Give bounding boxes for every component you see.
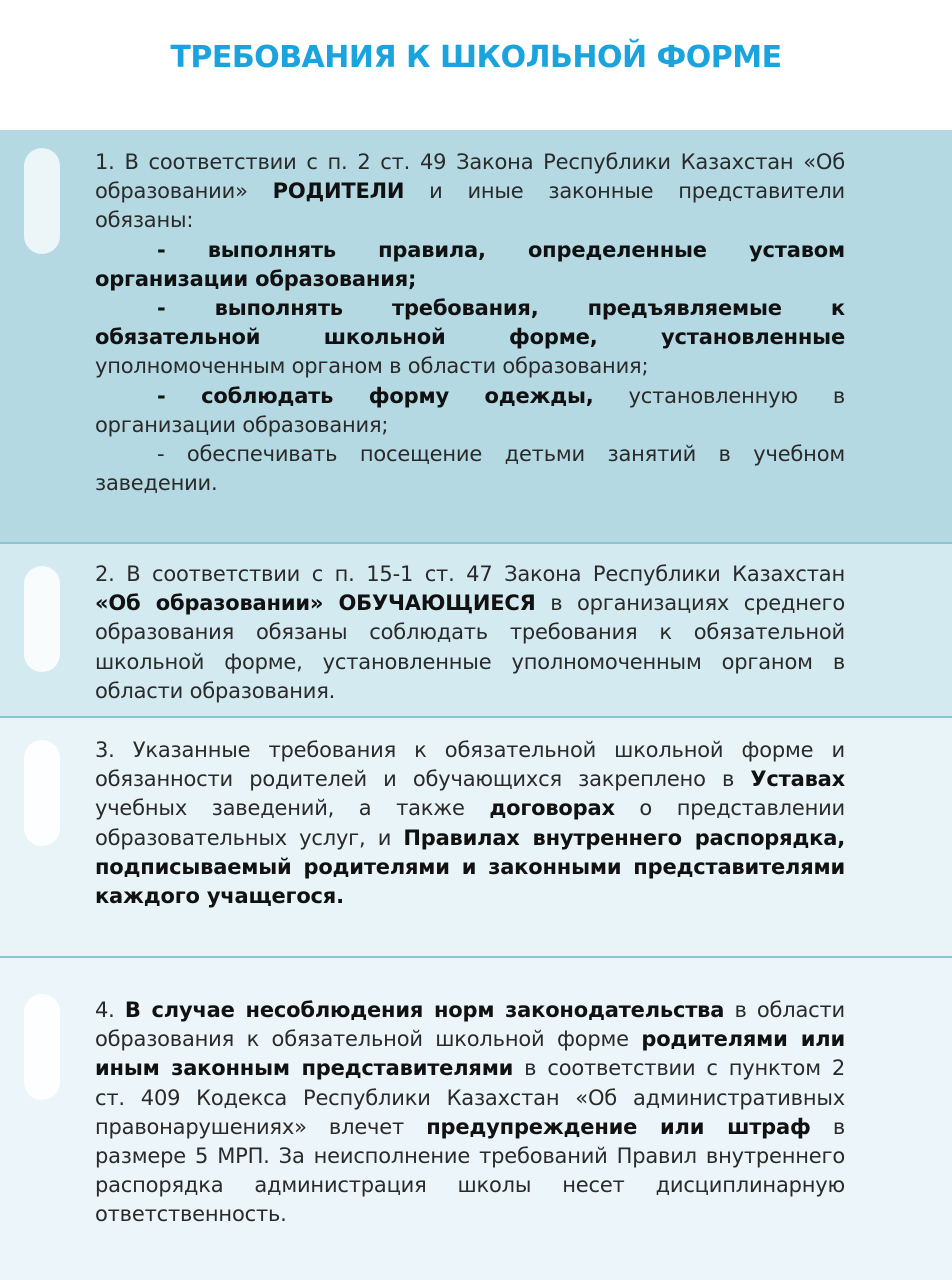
header <box>0 0 952 130</box>
list-item: - соблюдать форму одежды, установленную в организации образования; <box>95 383 846 437</box>
paragraph: 2. В соответствии с п. 15-1 ст. 47 Закона Республики Казахстан «Об образовании» ОБУЧАЮЩИЕСЯ в организациях среднего образования обязаны соблюдать требования к обязательной школьной форме, установленные уполномоченным органом в области образования. <box>95 562 845 703</box>
section-tab-decoration <box>24 994 60 1100</box>
list-item: - обеспечивать посещение детьми занятий в учебном заведении. <box>95 442 845 496</box>
section-text <box>95 736 845 911</box>
section-text <box>95 560 845 706</box>
section-tab-decoration <box>24 148 60 254</box>
section-students <box>0 542 952 716</box>
section-penalties <box>0 956 952 1280</box>
list-item: - выполнять требования, предъявляемые к обязательной школьной форме, установленные уполномоченным органом в области образования; <box>95 296 845 379</box>
section-text <box>95 148 845 498</box>
paragraph: 3. Указанные требования к обязательной школьной форме и обязанности родителей и обучающихся закреплено в Уставах учебных заведений, а также договорах о представлении образовательных услуг, и Правилах внутреннего распорядка, подписываемый родителями и законными представителями каждого учащегося. <box>95 738 845 909</box>
section-charter <box>0 716 952 956</box>
section-text <box>95 996 845 1230</box>
list-item: - выполнять правила, определенные уставом организации образования; <box>95 237 845 291</box>
section-parents <box>0 130 952 542</box>
paragraph: 4. В случае несоблюдения норм законодательства в области образования к обязательной школьной форме родителями или иным законным представителями в соответствии с пунктом 2 ст. 409 Кодекса Республики Казахстан «Об административных правонарушениях» влечет предупреждение или штраф в размере 5 МРП. За неисполнение требований Правил внутреннего распорядка администрация школы несет дисциплинарную ответственность. <box>95 998 845 1227</box>
page-title: ТРЕБОВАНИЯ К ШКОЛЬНОЙ ФОРМЕ <box>170 40 782 75</box>
section-tab-decoration <box>24 740 60 846</box>
section-tab-decoration <box>24 566 60 672</box>
paragraph: 1. В соответствии с п. 2 ст. 49 Закона Республики Казахстан «Об образовании» РОДИТЕЛИ и иные законные представители обязаны: <box>95 150 845 233</box>
